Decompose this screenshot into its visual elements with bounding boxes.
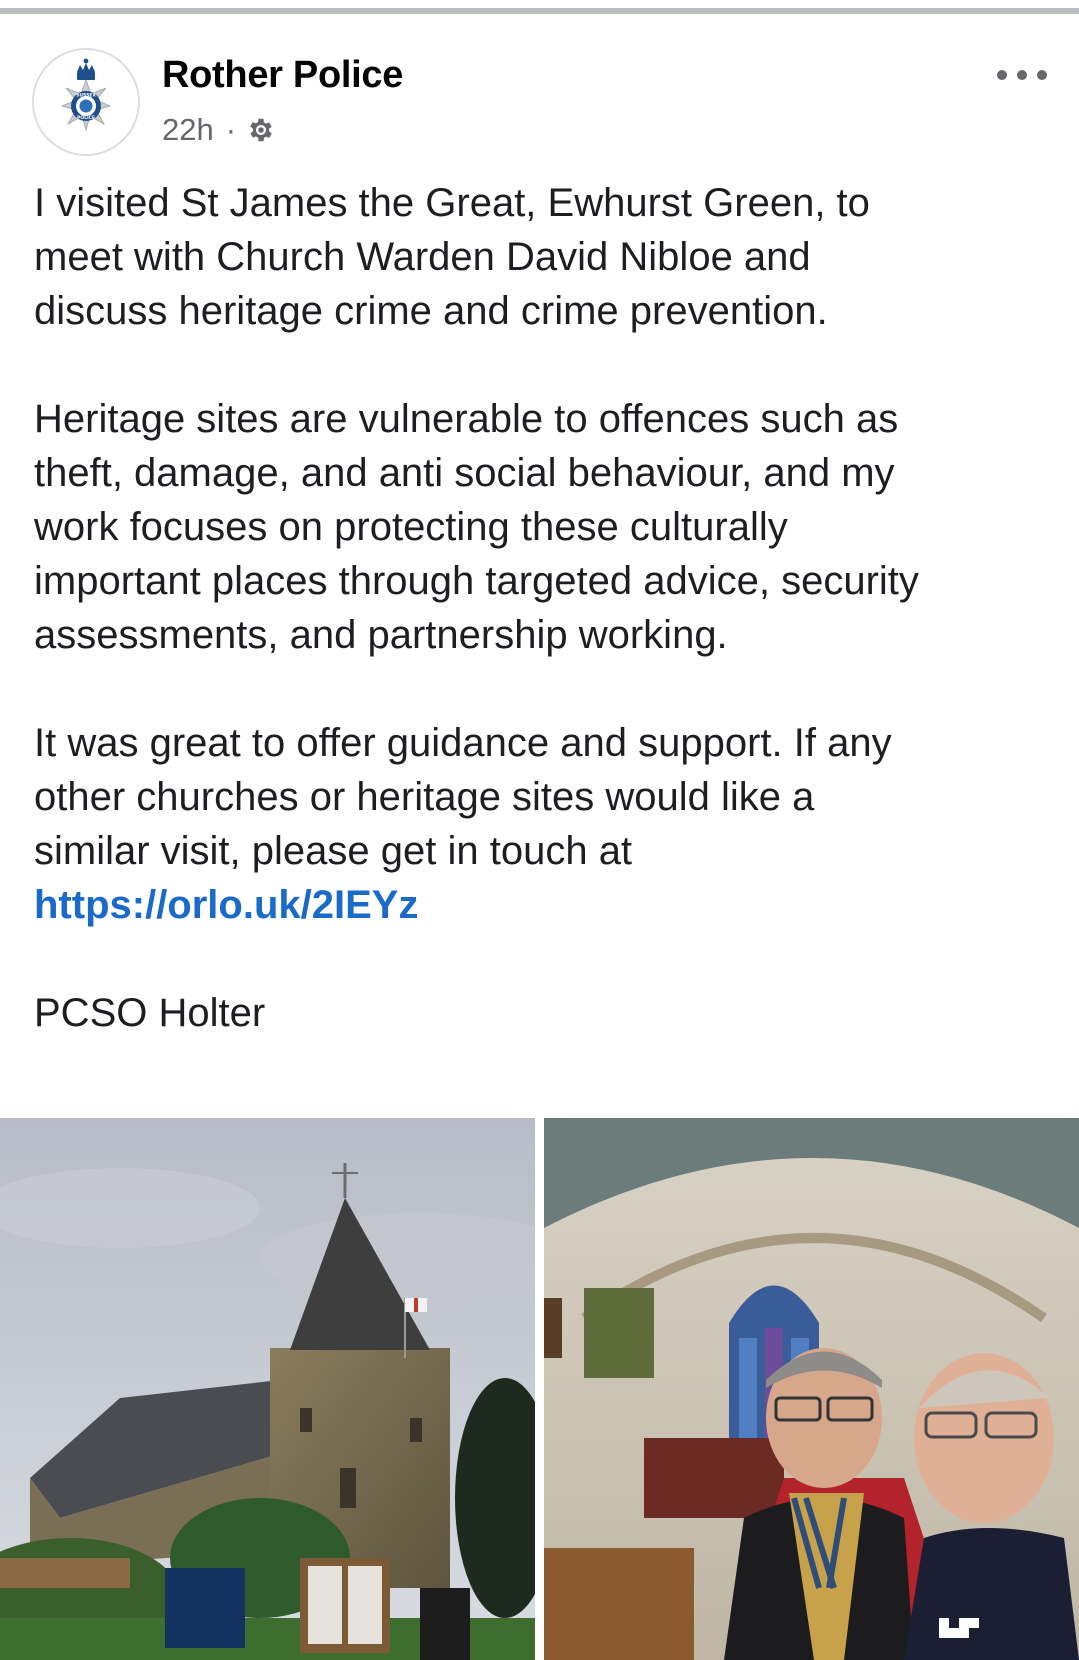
more-options-icon[interactable] [992,60,1052,90]
top-divider [0,8,1079,14]
meta-separator: · [225,112,237,147]
text-line: I visited St James the Great, Ewhurst Green, to [34,181,870,225]
church-interior-selfie-photo[interactable] [544,1118,1079,1660]
svg-text:SUSSEX: SUSSEX [76,93,96,99]
page-avatar[interactable] [32,48,140,156]
text-line: Heritage sites are vulnerable to offences such as [34,397,899,441]
text-line: work focuses on protecting these culturally [34,505,788,549]
text-line: It was great to offer guidance and support. If any [34,721,892,765]
post-paragraph-2 [34,392,1054,662]
post-meta [162,112,276,148]
text-line: theft, damage, and anti social behaviour, and my [34,451,895,495]
text-line: assessments, and partnership working. [34,613,728,657]
post-paragraph-3 [34,716,1054,932]
post-signature [34,986,1054,1040]
post-time[interactable]: 22h [162,112,214,147]
post-body [34,176,1054,1094]
text-line: similar visit, please get in touch at [34,829,633,873]
text-line: important places through targeted advice, security [34,559,919,603]
text-line: discuss heritage crime and crime prevention. [34,289,828,333]
post-paragraph-1 [34,176,1054,338]
page-name[interactable]: Rother Police [162,54,404,96]
photo-grid [0,1118,1079,1660]
post-header [32,46,1052,166]
police-crest-logo [34,50,138,154]
gear-icon[interactable] [246,115,276,145]
text-line: other churches or heritage sites would like a [34,775,815,819]
church-exterior-photo[interactable] [0,1118,535,1660]
text-line: meet with Church Warden David Nibloe and [34,235,811,279]
signature-text: PCSO Holter [34,991,266,1035]
post-link[interactable]: https://orlo.uk/2IEYz [34,883,419,927]
svg-text:POLICE: POLICE [76,116,96,121]
